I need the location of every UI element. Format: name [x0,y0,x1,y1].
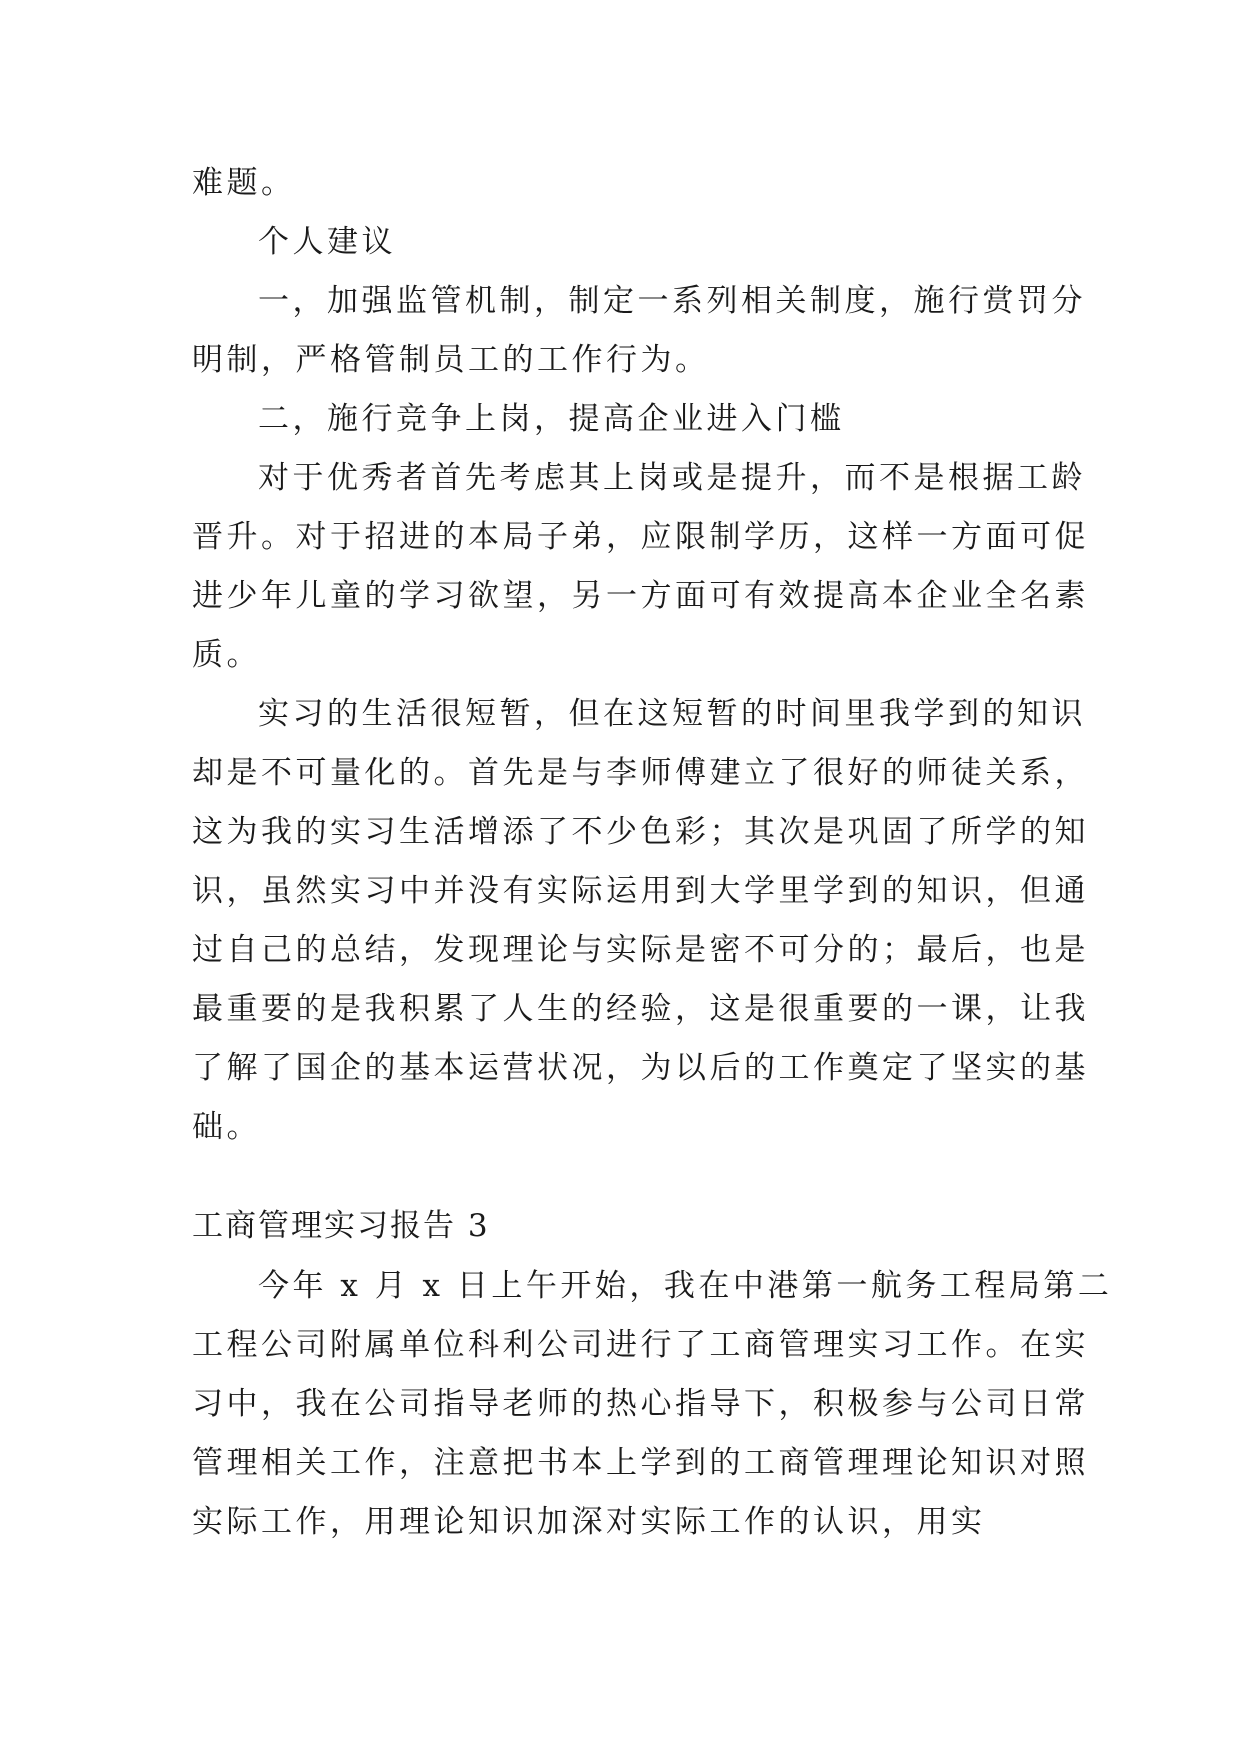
text-line: 今年 x 月 x 日上午开始，我在中港第一航务工程局第二 [258,1268,1113,1304]
text-line: 础。 [192,1109,261,1145]
text-line: 一，加强监管机制，制定一系列相关制度，施行赏罚分 [258,283,1086,319]
text-line: 二，施行竞争上岗，提高企业进入门槛 [258,401,845,437]
text-line: 难题。 [192,165,296,201]
report-continuation [192,154,1089,1157]
text-line: 识，虽然实习中并没有实际运用到大学里学到的知识，但通 [192,873,1089,909]
text-line: 实际工作，用理论知识加深对实际工作的认识，用实 [192,1504,986,1540]
section-title: 工商管理实习报告 3 [192,1208,490,1244]
text-line: 这为我的实习生活增添了不少色彩；其次是巩固了所学的知 [192,814,1089,850]
text-line: 对于优秀者首先考虑其上岗或是提升，而不是根据工龄 [258,460,1086,496]
report-3-body [192,1257,1113,1552]
text-line: 工程公司附属单位科利公司进行了工商管理实习工作。在实 [192,1327,1089,1363]
text-line: 进少年儿童的学习欲望，另一方面可有效提高本企业全名素 [192,578,1089,614]
section-spacer [192,1157,1060,1197]
text-line: 个人建议 [258,224,396,260]
document-body [192,154,1113,1552]
text-line: 明制，严格管制员工的工作行为。 [192,342,710,378]
text-line: 管理相关工作，注意把书本上学到的工商管理理论知识对照 [192,1445,1089,1481]
text-line: 质。 [192,637,261,673]
text-line: 最重要的是我积累了人生的经验，这是很重要的一课，让我 [192,991,1089,1027]
text-line: 实习的生活很短暂，但在这短暂的时间里我学到的知识 [258,696,1086,732]
text-line: 习中，我在公司指导老师的热心指导下，积极参与公司日常 [192,1386,1089,1422]
text-line: 晋升。对于招进的本局子弟，应限制学历，这样一方面可促 [192,519,1089,555]
text-line: 却是不可量化的。首先是与李师傅建立了很好的师徒关系， [192,755,1089,791]
text-line: 过自己的总结，发现理论与实际是密不可分的；最后，也是 [192,932,1089,968]
text-line: 了解了国企的基本运营状况，为以后的工作奠定了坚实的基 [192,1050,1089,1086]
